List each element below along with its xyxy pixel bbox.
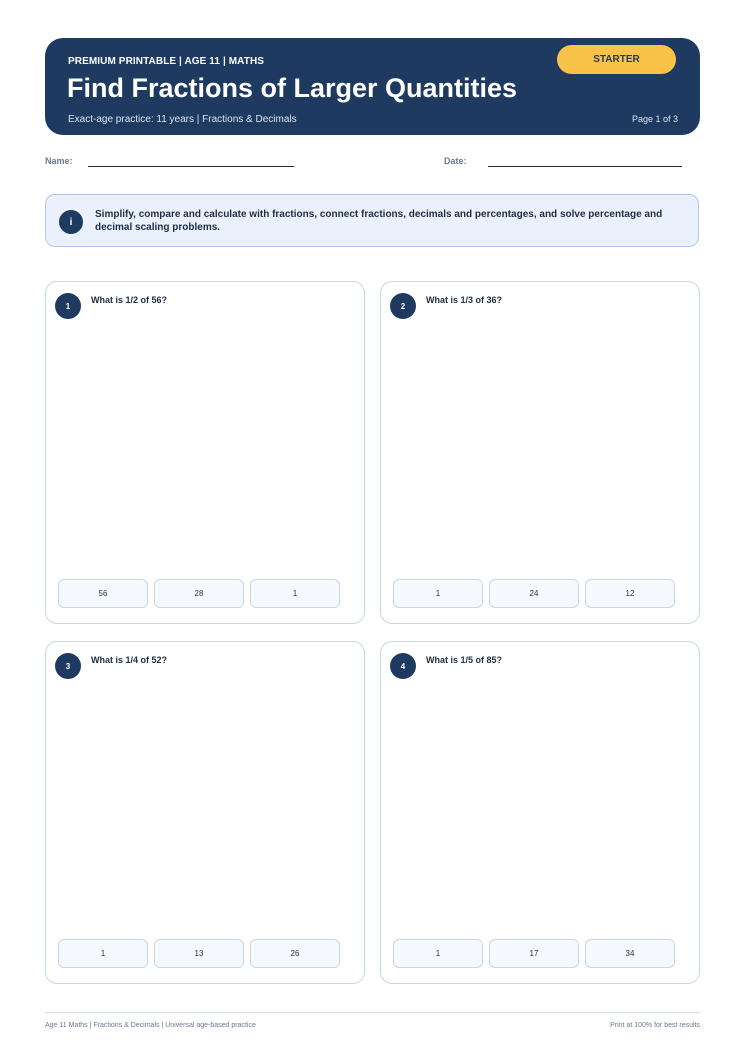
question-card bbox=[45, 281, 365, 624]
answer-options bbox=[58, 939, 340, 968]
question-number: 2 bbox=[390, 293, 416, 319]
answer-options bbox=[393, 579, 675, 608]
question-number: 4 bbox=[390, 653, 416, 679]
answer-option[interactable]: 1 bbox=[250, 579, 340, 608]
question-number: 3 bbox=[55, 653, 81, 679]
page-number: Page 1 of 3 bbox=[631, 114, 678, 124]
answer-options bbox=[58, 579, 340, 608]
info-panel bbox=[45, 194, 699, 247]
answer-option[interactable]: 56 bbox=[58, 579, 148, 608]
question-card bbox=[380, 641, 700, 984]
date-label: Date: bbox=[444, 156, 467, 166]
answer-option[interactable]: 13 bbox=[154, 939, 244, 968]
footer-text: Age 11 Maths | Fractions & Decimals | Universal age-based practice bbox=[45, 1022, 256, 1029]
question-card bbox=[380, 281, 700, 624]
header-kicker: PREMIUM PRINTABLE | AGE 11 | MATHS bbox=[68, 56, 265, 67]
answer-option[interactable]: 24 bbox=[489, 579, 579, 608]
question-text: What is 1/5 of 85? bbox=[426, 655, 503, 665]
answer-option[interactable]: 34 bbox=[585, 939, 675, 968]
info-icon: i bbox=[59, 210, 83, 234]
worksheet-header bbox=[45, 38, 700, 135]
answer-option[interactable]: 12 bbox=[585, 579, 675, 608]
name-field[interactable] bbox=[88, 166, 294, 167]
name-label: Name: bbox=[45, 156, 73, 166]
question-text: What is 1/4 of 52? bbox=[91, 655, 168, 665]
answer-option[interactable]: 17 bbox=[489, 939, 579, 968]
question-text: What is 1/2 of 56? bbox=[91, 295, 168, 305]
page-title: Find Fractions of Larger Quantities bbox=[67, 73, 518, 103]
question-text: What is 1/3 of 36? bbox=[426, 295, 503, 305]
answer-option[interactable]: 1 bbox=[393, 579, 483, 608]
answer-option[interactable]: 1 bbox=[393, 939, 483, 968]
date-field[interactable] bbox=[488, 166, 682, 167]
footer-print-note: Print at 100% for best results bbox=[610, 1022, 700, 1029]
footer-divider bbox=[45, 1012, 700, 1013]
answer-option[interactable]: 1 bbox=[58, 939, 148, 968]
answer-option[interactable]: 28 bbox=[154, 579, 244, 608]
level-badge: STARTER bbox=[557, 45, 676, 74]
header-subtitle: Exact-age practice: 11 years | Fractions & Decimals bbox=[68, 114, 297, 125]
info-text: Simplify, compare and calculate with fractions, connect fractions, decimals and percentages, and solve percentage and decimal scaling problems. bbox=[95, 209, 663, 233]
answer-options bbox=[393, 939, 675, 968]
question-card bbox=[45, 641, 365, 984]
question-number: 1 bbox=[55, 293, 81, 319]
answer-option[interactable]: 26 bbox=[250, 939, 340, 968]
